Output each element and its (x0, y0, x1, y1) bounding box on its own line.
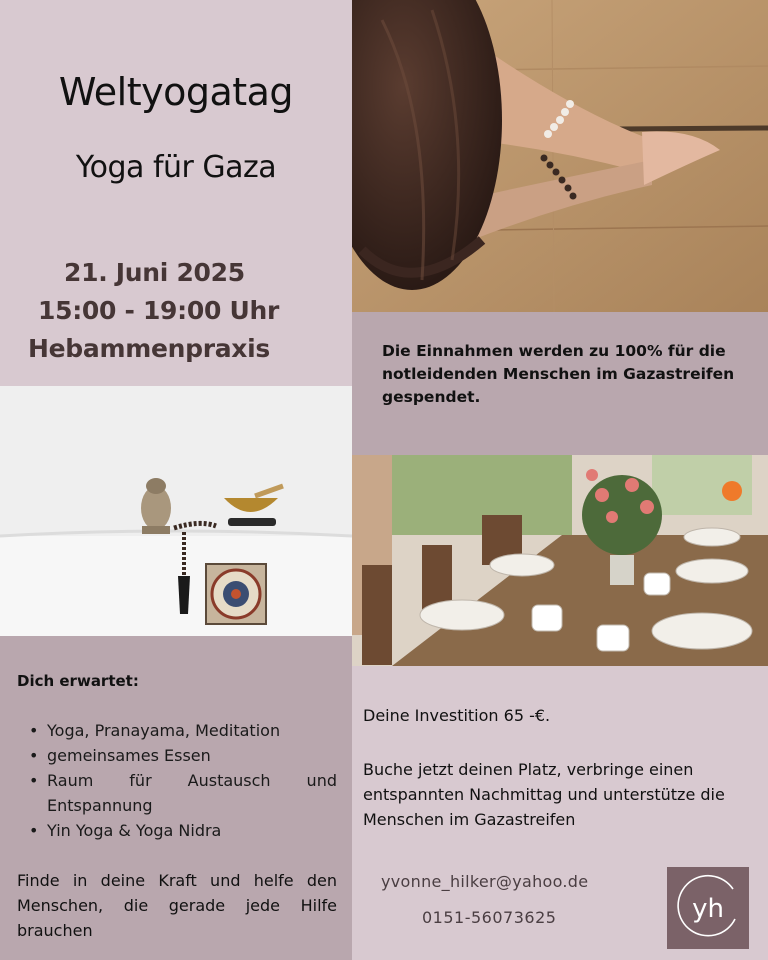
event-date: 21. Juni 2025 (64, 258, 245, 287)
email-link[interactable]: yvonne_hilker@yahoo.de (381, 872, 589, 891)
logo-icon (667, 867, 749, 949)
event-time: 15:00 - 19:00 Uhr (38, 296, 279, 325)
event-title: Weltyogatag (58, 70, 294, 114)
table-illustration (352, 455, 768, 666)
offer-heading: Dich erwartet: (17, 672, 139, 690)
closing-text: Finde in deine Kraft und helfe den Menschen, die gerade jede Hilfe brauchen (17, 871, 337, 940)
logo-text: yh (692, 894, 724, 924)
list-item: • Raum für Austausch und Entspannung (17, 768, 337, 818)
donation-block (352, 312, 768, 455)
phone-number[interactable]: 0151-56073625 (422, 908, 557, 927)
logo (667, 867, 749, 949)
list-item: • Yin Yoga & Yoga Nidra (17, 818, 337, 843)
event-place: Hebammenpraxis (28, 334, 270, 363)
buddha-illustration (0, 386, 352, 636)
offer-list (17, 718, 337, 843)
hands-illustration (352, 0, 768, 312)
booking-text: Buche jetzt deinen Platz, verbringe einen entspannten Nachmittag und unterstütze die Menschen im Gazastreifen (363, 760, 725, 829)
info-block (352, 666, 768, 960)
list-item: • gemeinsames Essen (17, 743, 337, 768)
table-photo (352, 455, 768, 666)
title-block (0, 0, 352, 386)
price-text: Deine Investition 65 -€. (363, 706, 551, 725)
hands-photo (352, 0, 768, 312)
offer-block (0, 636, 352, 960)
donation-text: Die Einnahmen werden zu 100% für die notleidenden Menschen im Gazastreifen gespendet. (382, 342, 735, 406)
event-subtitle: Yoga für Gaza (75, 150, 277, 185)
list-item: • Yoga, Pranayama, Meditation (17, 718, 337, 743)
buddha-photo (0, 386, 352, 636)
